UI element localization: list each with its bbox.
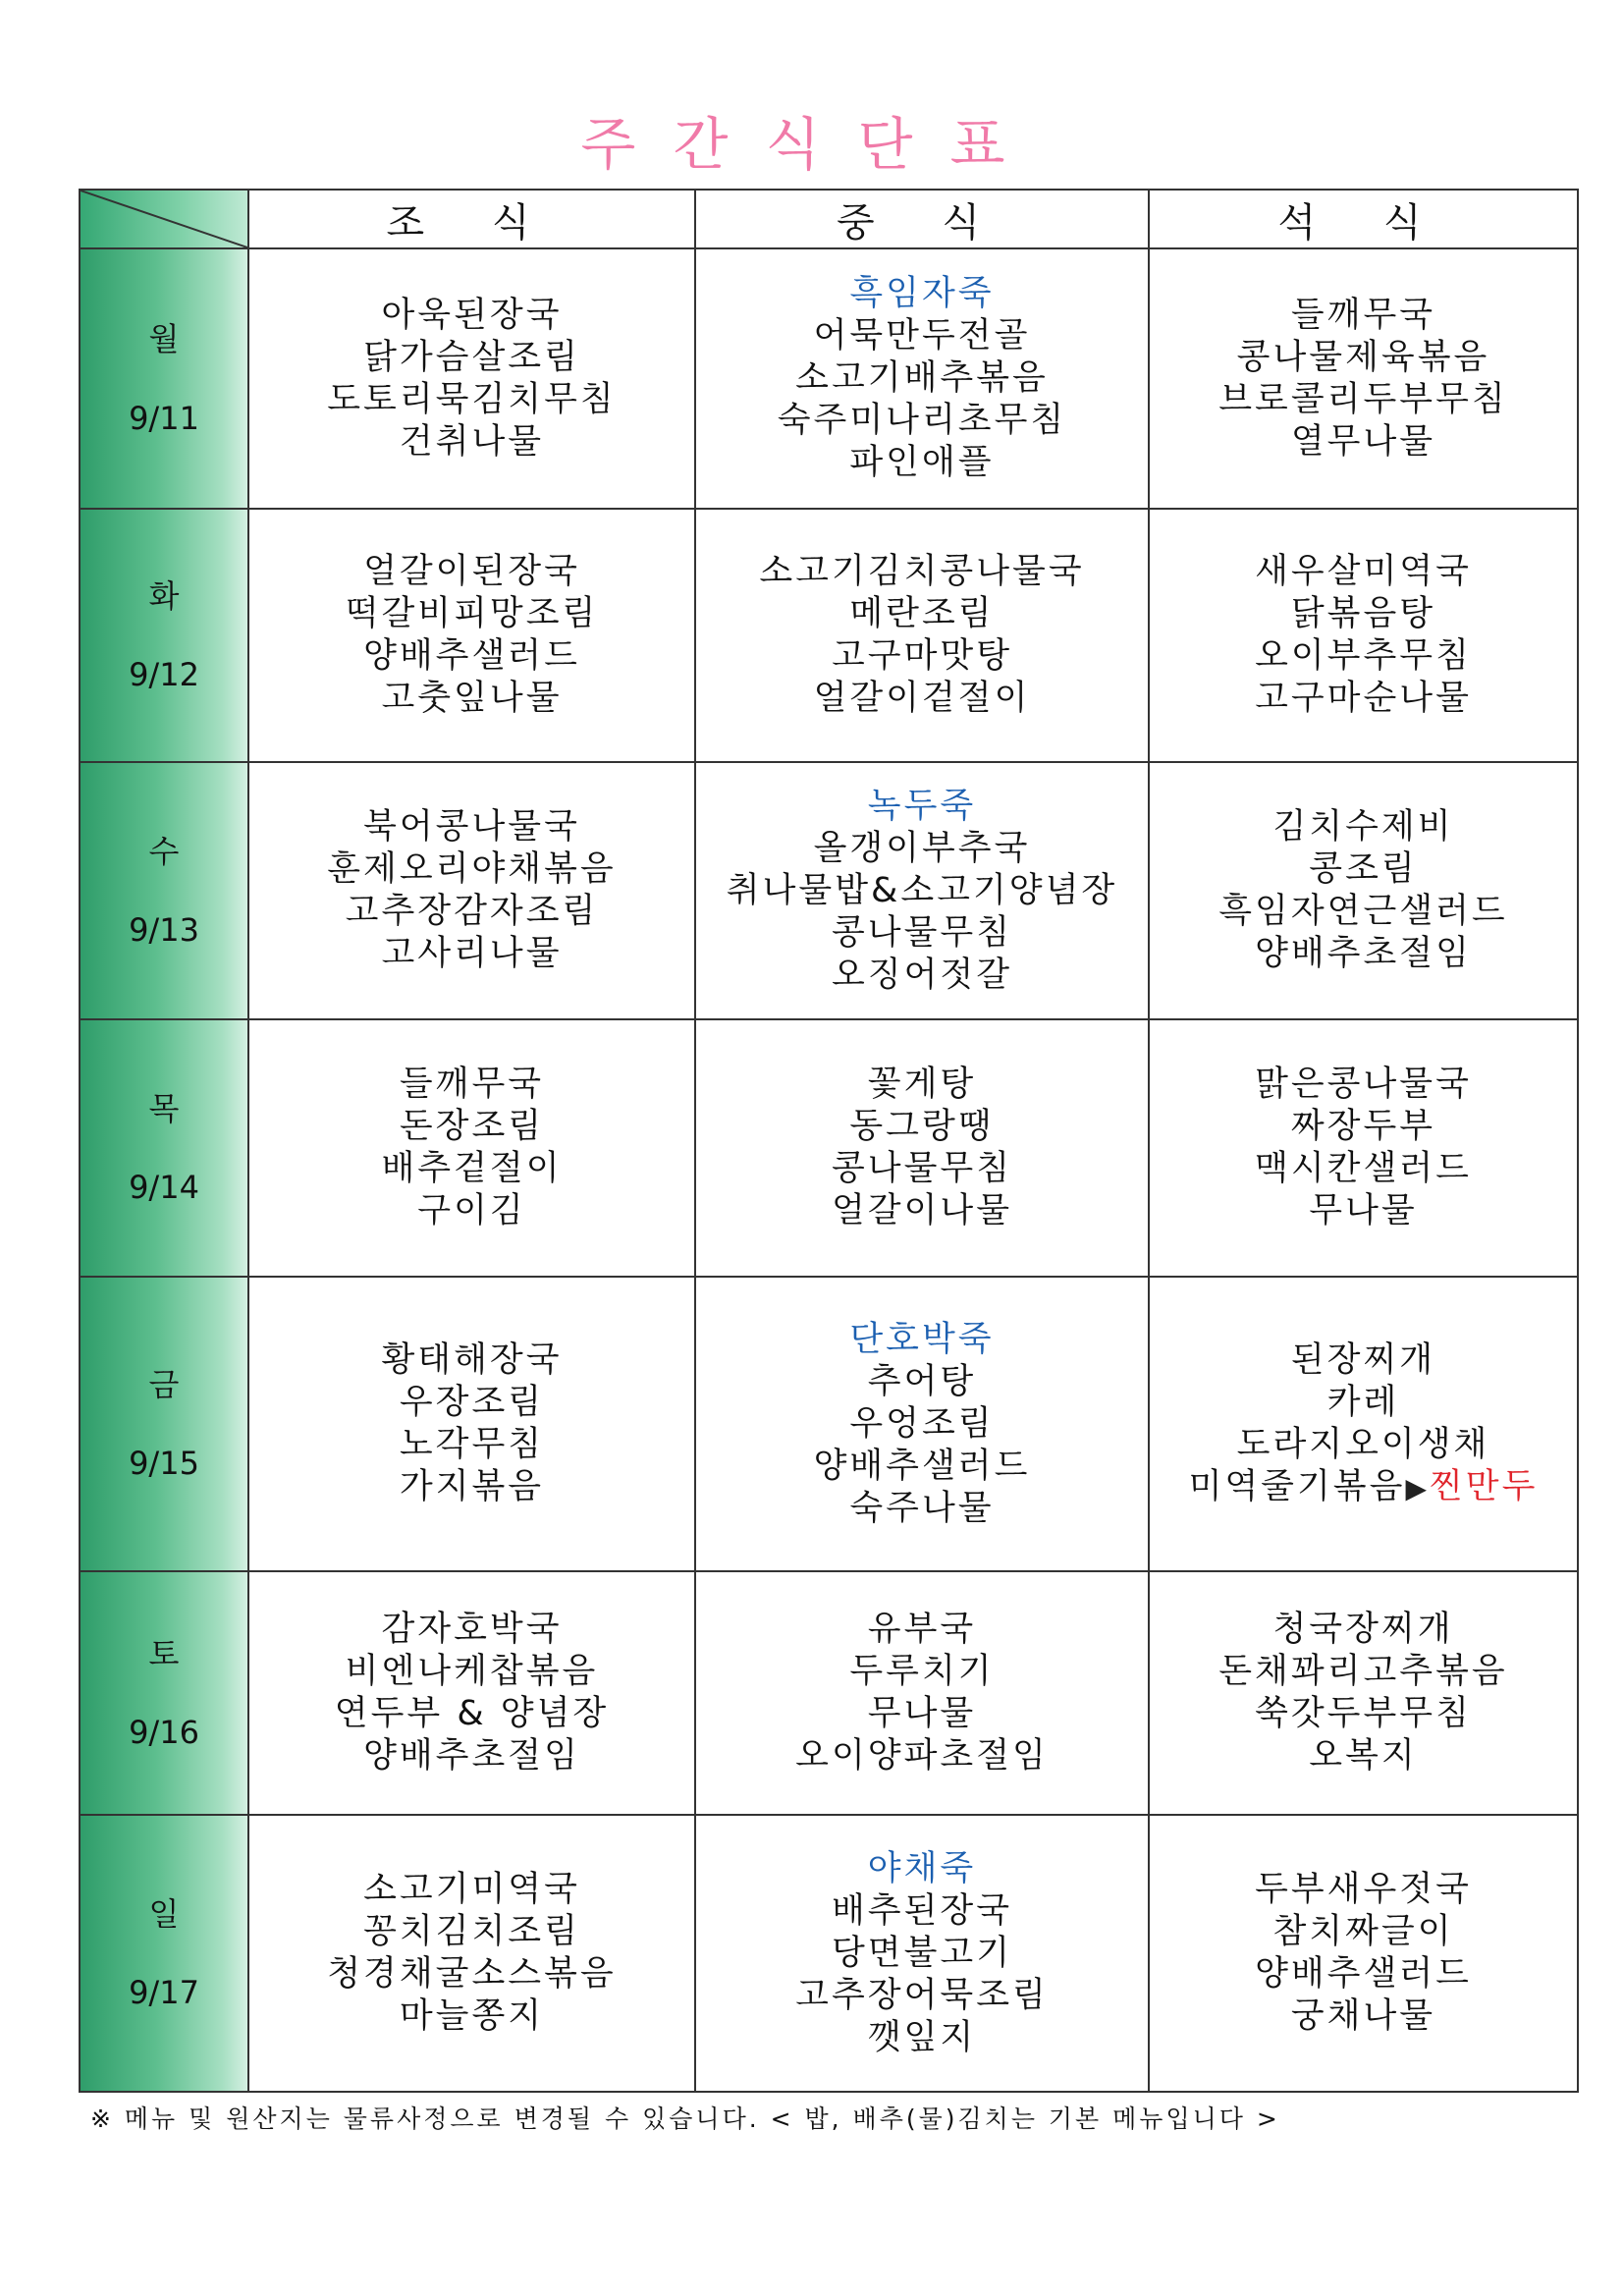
menu-item: 양배추샐러드 <box>363 636 580 676</box>
lunch-cell <box>695 762 1149 1019</box>
menu-item: 얼갈이겉절이 <box>813 679 1031 718</box>
lunch-cell <box>695 509 1149 762</box>
menu-item: 양배추초절임 <box>363 1736 580 1776</box>
day-of-week: 화 <box>148 576 180 615</box>
menu-item: 도라지오이생채 <box>1236 1424 1490 1464</box>
breakfast-cell <box>248 509 695 762</box>
lunch-cell <box>695 1815 1149 2092</box>
lunch-cell <box>695 1571 1149 1815</box>
day-cell <box>80 509 248 762</box>
lunch-cell <box>695 1019 1149 1277</box>
menu-item: 올갱이부추국 <box>813 828 1031 868</box>
day-date: 9/11 <box>129 399 199 437</box>
menu-item: 무나물 <box>867 1694 977 1733</box>
breakfast-cell <box>248 1571 695 1815</box>
menu-item: 맥시칸샐러드 <box>1255 1149 1472 1188</box>
menu-item: 배추겉절이 <box>381 1149 563 1188</box>
menu-item: 짜장두부 <box>1290 1107 1436 1146</box>
day-of-week: 토 <box>148 1634 180 1672</box>
substitute-item: 찐만두 <box>1429 1466 1539 1506</box>
menu-item: 카레 <box>1326 1382 1400 1422</box>
menu-item: 오징어젓갈 <box>831 955 1013 995</box>
header-row <box>80 190 1578 248</box>
lunch-cell <box>695 1277 1149 1571</box>
breakfast-cell <box>248 1815 695 2092</box>
day-row <box>80 1571 1578 1815</box>
day-date: 9/12 <box>129 656 199 693</box>
menu-item: 가지볶음 <box>399 1467 545 1506</box>
day-cell <box>80 1571 248 1815</box>
menu-item: 양배추샐러드 <box>813 1446 1031 1486</box>
menu-item: 숙주미나리초무침 <box>777 401 1067 440</box>
day-date: 9/16 <box>129 1714 199 1751</box>
dinner-header: 석 식 <box>1149 190 1578 248</box>
footer-note: ※ 메뉴 및 원산지는 물류사정으로 변경될 수 있습니다. < 밥, 배추(물)김치는 기본 메뉴입니다 > <box>90 2105 1280 2133</box>
menu-item: 소고기미역국 <box>363 1870 580 1909</box>
menu-item: 숙주나물 <box>849 1488 995 1528</box>
menu-item: 마늘쫑지 <box>399 1996 545 2036</box>
dinner-cell <box>1149 1019 1578 1277</box>
menu-item: 새우살미역국 <box>1255 552 1472 591</box>
day-date: 9/15 <box>129 1445 199 1482</box>
menu-item: 꽃게탕 <box>867 1065 977 1104</box>
day-of-week: 금 <box>148 1365 180 1403</box>
menu-item: 고춧잎나물 <box>381 679 563 718</box>
day-cell <box>80 762 248 1019</box>
day-of-week: 수 <box>148 832 180 870</box>
dinner-cell <box>1149 509 1578 762</box>
corner-cell <box>80 190 248 248</box>
day-row <box>80 509 1578 762</box>
menu-item-substitution <box>1150 1466 1577 1509</box>
diagonal-line <box>81 191 247 247</box>
menu-item: 어묵만두전골 <box>813 316 1031 355</box>
menu-item: 콩나물무침 <box>831 912 1013 953</box>
porridge-item: 녹두죽 <box>867 786 977 826</box>
menu-item: 파인애플 <box>849 443 995 482</box>
day-of-week: 목 <box>148 1089 180 1127</box>
menu-item: 콩조림 <box>1309 849 1418 889</box>
day-cell <box>80 1815 248 2092</box>
menu-item: 청국장찌개 <box>1272 1610 1454 1649</box>
menu-item: 김치수제비 <box>1272 807 1454 847</box>
weekly-menu-table <box>79 189 1579 2093</box>
menu-item: 북어콩나물국 <box>363 807 580 847</box>
menu-item: 맑은콩나물국 <box>1255 1065 1472 1104</box>
menu-item: 당면불고기 <box>831 1933 1013 1973</box>
menu-item: 들깨무국 <box>399 1065 545 1104</box>
day-cell <box>80 1277 248 1571</box>
menu-item: 얼갈이된장국 <box>363 552 580 591</box>
dinner-cell <box>1149 1571 1578 1815</box>
menu-item: 오이부추무침 <box>1255 636 1472 676</box>
day-cell <box>80 248 248 509</box>
page-title: 주간식단표 <box>580 111 1043 178</box>
day-date: 9/13 <box>129 911 199 949</box>
menu-item: 연두부 & 양념장 <box>334 1694 610 1733</box>
menu-item: 열무나물 <box>1290 421 1436 462</box>
breakfast-header: 조 식 <box>248 190 695 248</box>
lunch-header: 중 식 <box>695 190 1149 248</box>
menu-item: 황태해장국 <box>381 1340 563 1380</box>
porridge-item: 흑임자죽 <box>849 274 995 313</box>
menu-item: 훈제오리야채볶음 <box>327 849 617 889</box>
menu-item: 고추장어묵조림 <box>795 1975 1049 2015</box>
menu-item: 메란조림 <box>849 594 995 633</box>
menu-item: 돈장조림 <box>399 1107 545 1146</box>
menu-item: 브로콜리두부무침 <box>1218 379 1508 419</box>
menu-item: 두부새우젓국 <box>1255 1870 1472 1909</box>
menu-item: 닭가슴살조림 <box>363 337 580 377</box>
menu-item: 비엔나케찹볶음 <box>345 1652 599 1691</box>
menu-item: 감자호박국 <box>381 1610 563 1649</box>
menu-item: 양배추샐러드 <box>1255 1954 1472 1994</box>
breakfast-cell <box>248 248 695 509</box>
menu-item: 궁채나물 <box>1290 1996 1436 2036</box>
menu-item: 소고기배추볶음 <box>795 358 1049 398</box>
menu-item: 닭볶음탕 <box>1290 594 1436 633</box>
day-row <box>80 1277 1578 1571</box>
menu-item: 동그랑땡 <box>849 1107 995 1146</box>
menu-item: 배추된장국 <box>831 1890 1013 1931</box>
porridge-item: 단호박죽 <box>849 1319 995 1359</box>
menu-item: 참치짜글이 <box>1272 1912 1454 1951</box>
day-of-week: 월 <box>148 320 180 358</box>
breakfast-cell <box>248 762 695 1019</box>
menu-item: 콩나물무침 <box>831 1149 1013 1188</box>
dinner-cell <box>1149 1277 1578 1571</box>
day-row <box>80 1019 1578 1277</box>
menu-item: 콩나물제육볶음 <box>1236 337 1490 377</box>
menu-item: 얼갈이나물 <box>831 1191 1013 1230</box>
menu-item: 건취나물 <box>399 421 545 462</box>
menu-item: 고추장감자조림 <box>345 892 599 931</box>
menu-item: 도토리묵김치무침 <box>327 379 617 419</box>
menu-item: 우장조림 <box>399 1383 545 1422</box>
menu-item: 꽁치김치조림 <box>363 1912 580 1951</box>
lunch-cell <box>695 248 1149 509</box>
menu-item: 청경채굴소스볶음 <box>327 1954 617 1994</box>
day-of-week: 일 <box>148 1894 180 1933</box>
breakfast-cell <box>248 1277 695 1571</box>
menu-item: 우엉조림 <box>849 1403 995 1444</box>
menu-item: 고구마맛탕 <box>831 636 1013 676</box>
menu-item: 떡갈비피망조림 <box>345 594 599 633</box>
menu-item: 아욱된장국 <box>381 295 563 335</box>
day-row <box>80 1815 1578 2092</box>
menu-item: 돈채꽈리고추볶음 <box>1218 1652 1508 1691</box>
menu-item: 양배추초절임 <box>1255 934 1472 973</box>
menu-item: 쑥갓두부무침 <box>1255 1694 1472 1733</box>
menu-item: 무나물 <box>1309 1191 1418 1230</box>
dinner-cell <box>1149 1815 1578 2092</box>
menu-item: 취나물밥&소고기양념장 <box>726 870 1118 910</box>
arrow-right-icon: ▶ <box>1405 1471 1430 1504</box>
dinner-cell <box>1149 248 1578 509</box>
menu-item: 두루치기 <box>849 1652 995 1691</box>
menu-item: 오이양파초절임 <box>795 1736 1049 1776</box>
day-row <box>80 248 1578 509</box>
day-cell <box>80 1019 248 1277</box>
menu-item: 추어탕 <box>867 1361 977 1401</box>
menu-item: 흑임자연근샐러드 <box>1218 892 1508 931</box>
day-row <box>80 762 1578 1019</box>
menu-item: 된장찌개 <box>1290 1339 1436 1380</box>
dinner-cell <box>1149 762 1578 1019</box>
menu-item: 유부국 <box>867 1610 977 1649</box>
breakfast-cell <box>248 1019 695 1277</box>
menu-item: 소고기김치콩나물국 <box>759 552 1085 591</box>
porridge-item: 야채죽 <box>867 1848 977 1888</box>
day-date: 9/17 <box>129 1974 199 2011</box>
menu-item: 들깨무국 <box>1290 295 1436 335</box>
menu-item: 고구마순나물 <box>1255 679 1472 718</box>
day-date: 9/14 <box>129 1169 199 1206</box>
menu-item: 미역줄기볶음 <box>1188 1466 1406 1506</box>
menu-item: 고사리나물 <box>381 934 563 973</box>
menu-item: 노각무침 <box>399 1425 545 1464</box>
menu-item: 깻잎지 <box>867 2017 977 2057</box>
menu-item: 오복지 <box>1309 1736 1418 1776</box>
menu-item: 구이김 <box>417 1191 526 1230</box>
